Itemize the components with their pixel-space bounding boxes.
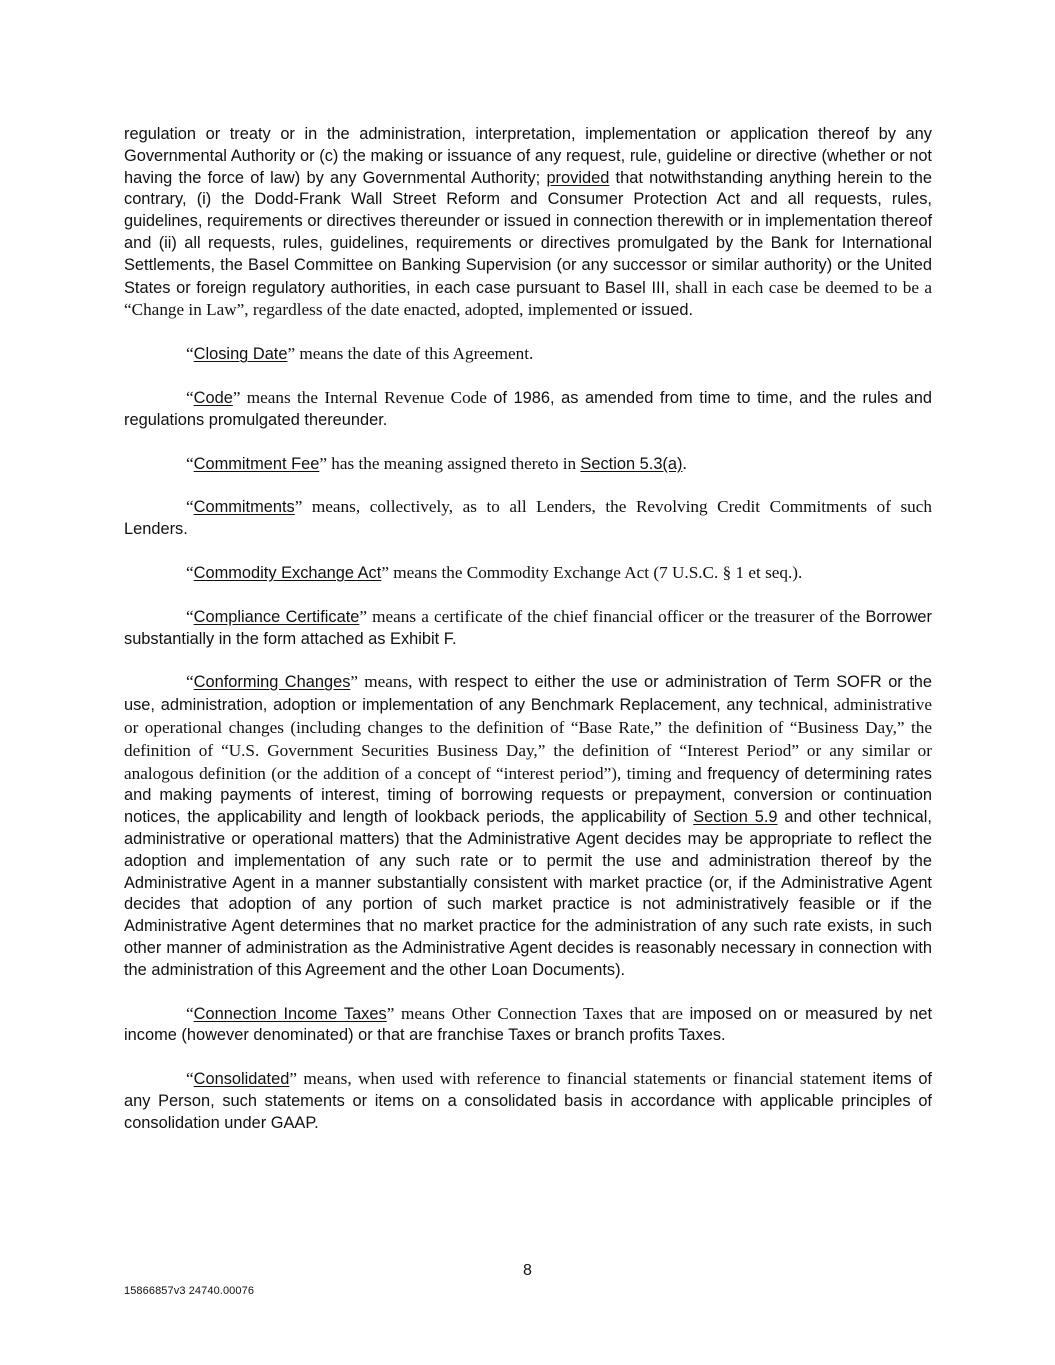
definition-paragraph-change-in-law-cont — [124, 124, 932, 322]
text-run: with respect to either the use or administration of Term SOFR or the use, administration, adoption or implementation of any Benchmark Replacement, any technical, — [124, 673, 932, 715]
text-run: Borrower substantially in the form attached as Exhibit F. — [124, 607, 932, 648]
text-run: that notwithstanding anything herein to the contrary, (i) the Dodd-Frank Wall Street Reform and Consumer Protection Act and all requests, rules, guidelines, requirements or directives thereunder or issued in connection therewith or in implementation thereof and (ii) all requests, rules, guidelines, requirements or directives promulgated by the Bank for International Settlements, the Basel Committee on Banking Supervision (or any successor or similar authority) or the United States or foreign regulatory authorities, in each case pursuant to Basel III, — [124, 168, 932, 297]
underlined-term: Section 5.9 — [693, 808, 778, 827]
text-run: “ — [186, 344, 194, 364]
text-run: imposed on or measured by net income (however denominated) or that are franchise Taxes or branch profits Taxes. — [124, 1004, 932, 1045]
definition-paragraph-conforming-changes — [124, 671, 932, 981]
underlined-term: Commitments — [193, 498, 295, 517]
text-run: “ — [186, 1069, 194, 1089]
underlined-term: Commodity Exchange Act — [193, 563, 382, 582]
text-run: shall in each case be deemed to be a “Change in Law”, regardless of the date enacted, adopted, implemented — [124, 277, 932, 320]
underlined-term: provided — [546, 168, 610, 187]
text-run: administrative or operational changes (including changes to the definition of “Base Rate,” the definition of “Business Day,” the definition of “U.S. Government Securities Business Day,” the definition of “Interest Period” or any similar or analogous definition (or the addition of a concept of “interest period”), timing and — [124, 695, 932, 783]
text-run: frequency of determining rates and making payments of interest, timing of borrowing requests or prepayment, conversion or continuation notices, the applicability and length of lookback periods, the applicability of — [124, 764, 932, 827]
underlined-term: Compliance Certificate — [193, 607, 360, 626]
text-run: or issued. — [617, 301, 694, 320]
text-run: ” means, — [350, 672, 419, 692]
definition-paragraph-connection-income-taxes — [124, 1003, 932, 1048]
underlined-term: Consolidated — [193, 1070, 290, 1089]
underlined-term: Closing Date — [193, 345, 288, 364]
underlined-term: Commitment Fee — [193, 454, 320, 473]
text-run: items of any Person, such statements or items on a consolidated basis in accordance with applicable principles of consolidation under GAAP. — [124, 1070, 932, 1132]
definition-paragraph-commitment-fee — [124, 453, 932, 476]
text-run: “ — [186, 1003, 194, 1023]
text-run: “ — [186, 672, 194, 692]
underlined-term: Section 5.3(a) — [580, 454, 683, 473]
text-run: ” means the date of this Agreement. — [287, 344, 534, 364]
text-run: ” means, when used with reference to financial statements or financial statement — [289, 1069, 866, 1089]
definition-paragraph-commitments — [124, 496, 932, 541]
underlined-term: Connection Income Taxes — [193, 1004, 387, 1023]
definition-paragraph-code — [124, 387, 932, 432]
underlined-term: Code — [193, 388, 233, 407]
text-run: Lenders. — [124, 520, 188, 539]
text-run: . — [682, 453, 687, 473]
text-run: ” has the meaning assigned thereto in — [319, 453, 581, 473]
text-run: “ — [186, 562, 194, 582]
text-run: ” means the Internal Revenue Code — [232, 387, 494, 407]
text-run: ” means, collectively, as to all Lenders, the Revolving Credit Commitments of such — [294, 497, 932, 517]
text-run: regulation or treaty or in the administration, interpretation, implementation or application thereof by any Governmental Authority or (c) the making or issuance of any request, rule, guideline or directive (whether or not having the force of law) by any Governmental Authority; — [124, 125, 932, 187]
text-run: and other technical, administrative or operational matters) that the Administrative Agent decides may be appropriate to reflect the adoption and implementation of any such rate or to permit the use and administration thereof by the Administrative Agent in a manner substantially consistent with market practice (or, if the Administrative Agent decides that adoption of any portion of such market practice is not administratively feasible or if the Administrative Agent determines that no market practice for the administration of any such rate exists, in such other manner of administration as the Administrative Agent decides is reasonably necessary in connection with the administration of this Agreement and the other Loan Documents). — [124, 808, 932, 979]
page-number: 8 — [523, 1262, 532, 1279]
definition-paragraph-commodity-exchange-act — [124, 562, 932, 585]
definition-paragraph-compliance-certificate — [124, 606, 932, 651]
text-run: ” means Other Connection Taxes that are — [386, 1003, 690, 1023]
definition-paragraph-consolidated — [124, 1068, 932, 1134]
text-run: “ — [186, 497, 194, 517]
text-run: “ — [186, 606, 194, 626]
text-run: ” means the Commodity Exchange Act (7 U.S.C. § 1 et seq.). — [381, 562, 803, 582]
definition-paragraph-closing-date — [124, 343, 932, 366]
underlined-term: Conforming Changes — [193, 673, 351, 692]
text-run: ” means a certificate of the chief financial officer or the treasurer of the — [359, 606, 861, 626]
document-id: 15866857v3 24740.00076 — [124, 1285, 255, 1297]
text-run: of 1986, as amended from time to time, and the rules and regulations promulgated thereunder. — [124, 388, 932, 429]
text-run: “ — [186, 453, 194, 473]
text-run: “ — [186, 387, 194, 407]
document-body — [124, 124, 932, 1155]
